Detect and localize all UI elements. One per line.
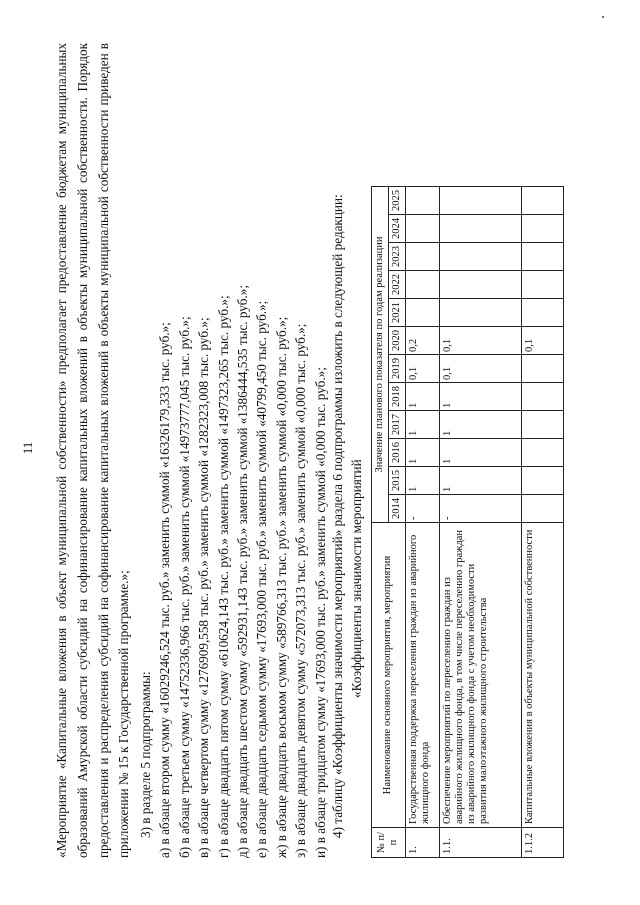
value-cell-2023 [439,243,521,271]
year-header-2015: 2015 [388,467,405,495]
row-name: Обеспечение мероприятий по переселению граждан из аварийного жилищного фонда, в том числе переселению граждан из аварийного жилищного фонда с учетом необходимости развития малоэтажного жилищного строительства [439,523,521,828]
item4-text: 4) таблицу «Коэффициенты значимости мероприятий» раздела 6 подпрограммы изложить в следующей редакции: [330,194,345,838]
year-header-2021: 2021 [388,299,405,327]
amendment-v: в) в абзаце четвертом сумму «1276909,558 тыс. руб.» заменить суммой «1282323,008 тыс. руб.»; [196,317,212,858]
value-cell-2014: - [405,495,439,523]
value-cell-2022 [405,271,439,299]
value-cell-2015: 1 [439,467,521,495]
value-cell-2018: 1 [439,383,521,411]
value-cell-2016 [521,439,563,467]
table-caption: «Коэффициенты значимости мероприятий [349,459,365,698]
value-cell-2021 [439,299,521,327]
amendment-g: г) в абзаце двадцать пятом сумму «610624,143 тыс. руб.» заменить суммой «1497323,265 тыс. руб.»; [215,295,231,858]
value-cell-2022 [521,271,563,299]
year-header-2020: 2020 [388,327,405,355]
amendment-i: и) в абзаце тридцатом сумму «17693,000 тыс. руб.» заменить суммой «0,000 тыс. руб.»; [312,367,328,858]
value-cell-2019 [521,355,563,383]
value-cell-2021 [405,299,439,327]
value-cell-2021 [521,299,563,327]
value-cell-2020: 0,1 [439,327,521,355]
table-row [439,187,521,858]
amendment-zh: ж) в абзаце двадцать восьмом сумму «589766,313 тыс. руб.» заменить суммой «0,000 тыс. руб.»; [273,316,289,858]
row-name: Капитальные вложения в объекты муниципальной собственности [521,523,563,828]
row-number: 1. [405,828,439,858]
value-cell-2017 [521,411,563,439]
value-cell-2015 [521,467,563,495]
page-number: 11 [20,441,35,455]
value-cell-2016: 1 [405,439,439,467]
rotated-content [12,18,637,878]
value-cell-2019: 0,1 [439,355,521,383]
value-cell-2023 [405,243,439,271]
intro-paragraph: «Мероприятие «Капитальные вложения в объект муниципальной собственности» предполагает предоставление бюджетам муниципальных образований Амурской области субсидий на софинансирование капитальных вложений в объекты муниципальной собственности. Порядок предоставления и распределения субсидий на софинансирование капитальных вложений в объекты муниципальной собственности приведен в приложении № 15 к Государственной программе.»; [54,43,132,858]
year-header-2018: 2018 [388,383,405,411]
value-cell-2014 [521,495,563,523]
value-cell-2023 [521,243,563,271]
value-cell-2025 [521,187,563,215]
value-cell-2024 [405,215,439,243]
col-num-header: № п/п [371,828,405,858]
amendment-b: б) в абзаце третьем сумму «14752336,966 тыс. руб.» заменить суммой «14973777,045 тыс. руб.»; [176,316,192,858]
table-header-row [371,187,388,858]
value-cell-2018 [521,383,563,411]
value-cell-2018: 1 [405,383,439,411]
amendment-a: а) в абзаце втором сумму «16029246,524 тыс. руб.» заменить суммой «16326179,333 тыс. руб.»; [157,322,173,858]
value-cell-2015: 1 [405,467,439,495]
row-name: Государственная поддержка переселения граждан из аварийного жилищного фонда [405,523,439,828]
value-cell-2020: 0,1 [521,327,563,355]
year-header-2025: 2025 [388,187,405,215]
coefficients-table [371,186,564,858]
year-header-2024: 2024 [388,215,405,243]
amendment-d: д) в абзаце двадцать шестом сумму «592931,143 тыс. руб.» заменить суммой «1386444,535 тыс. руб.»; [235,285,250,858]
value-cell-2025 [439,187,521,215]
year-header-2014: 2014 [388,495,405,523]
value-cell-2016: 1 [439,439,521,467]
value-cell-2025 [405,187,439,215]
year-header-2019: 2019 [388,355,405,383]
value-cell-2024 [439,215,521,243]
item3-heading: 3) в разделе 5 подпрограммы: [138,671,153,838]
year-header-2022: 2022 [388,271,405,299]
value-cell-2019: 0,1 [405,355,439,383]
table-row [521,187,563,858]
value-cell-2024 [521,215,563,243]
row-number: 1.1.2 [521,828,563,858]
value-cell-2017: 1 [405,411,439,439]
year-header-2016: 2016 [388,439,405,467]
value-cell-2020: 0,2 [405,327,439,355]
amendment-z: з) в абзаце двадцать девятом сумму «572073,313 тыс. руб.» заменить суммой «0,000 тыс. руб.»; [293,323,309,858]
amendment-e: е) в абзаце двадцать седьмом сумму «17693,000 тыс. руб.» заменить суммой «40799,450 тыс. руб.»; [254,300,270,858]
table-row [405,187,439,858]
year-header-2017: 2017 [388,411,405,439]
table-body [405,187,563,858]
col-values-header: Значение планового показателя по годам реализации [371,187,388,523]
value-cell-2017: 1 [439,411,521,439]
col-name-header: Наименование основного мероприятия, мероприятия [371,523,405,828]
value-cell-2022 [439,271,521,299]
value-cell-2014: - [439,495,521,523]
year-header-2023: 2023 [388,243,405,271]
row-number: 1.1. [439,828,521,858]
